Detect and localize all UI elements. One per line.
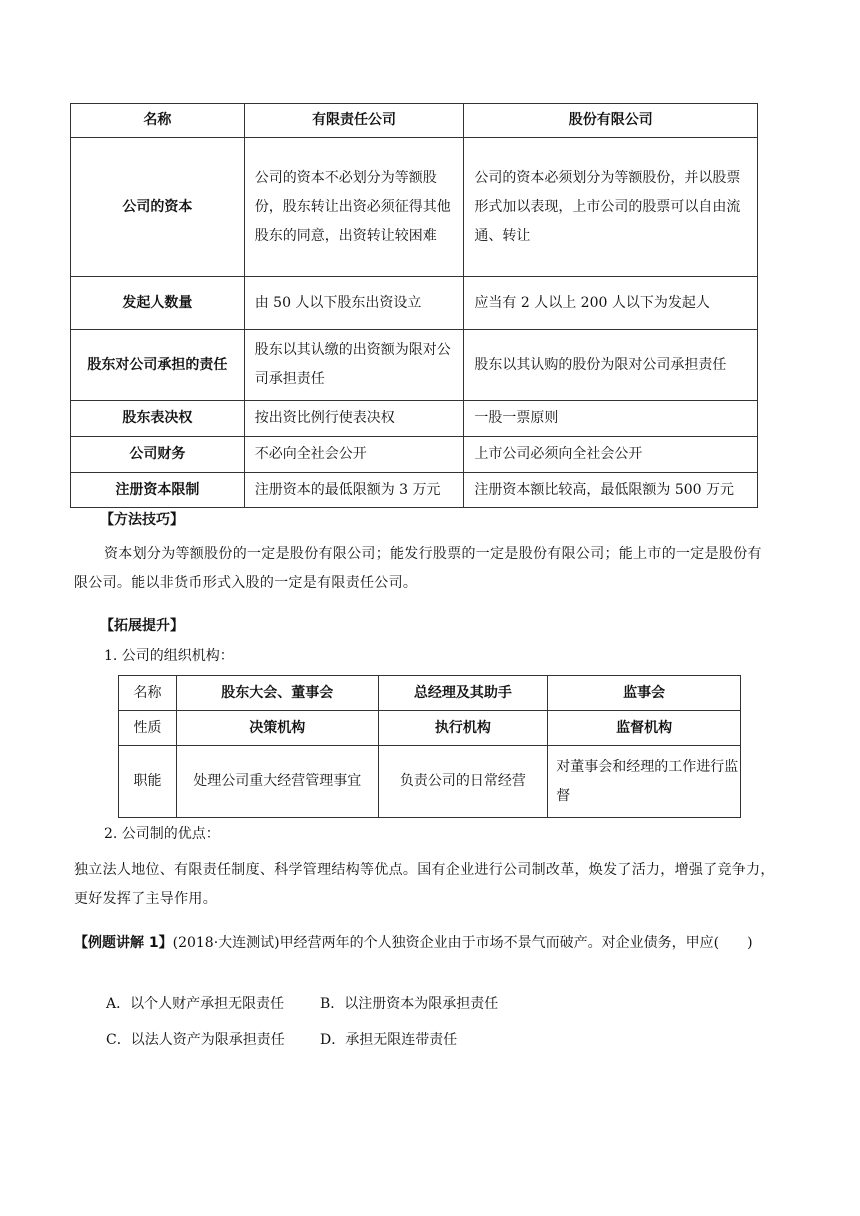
row-label: 股东表决权: [71, 401, 245, 437]
jsc-cell: 上市公司必须向全社会公开: [464, 437, 758, 473]
table-row: [71, 401, 758, 437]
header-jsc: 股份有限公司: [464, 104, 758, 138]
llc-cell: 公司的资本不必划分为等额股份，股东转让出资必须征得其他股东的同意，出资转让较困难: [244, 138, 464, 277]
jsc-cell: 股东以其认购的股份为限对公司承担责任: [464, 330, 758, 401]
table-row: [119, 746, 741, 818]
table-row: [71, 138, 758, 277]
jsc-cell: 公司的资本必须划分为等额股份，并以股票形式加以表现，上市公司的股票可以自由流通、转让: [464, 138, 758, 277]
jsc-cell: 注册资本额比较高，最低限额为 500 万元: [464, 473, 758, 508]
llc-cell: 由 50 人以下股东出资设立: [244, 277, 464, 330]
org-cell: 监督机构: [548, 711, 741, 746]
organization-table: [118, 675, 741, 818]
llc-cell: 按出资比例行使表决权: [244, 401, 464, 437]
table-row: [71, 437, 758, 473]
org-cell: 处理公司重大经营管理事宜: [176, 746, 378, 818]
org-structure-label: 1. 公司的组织机构：: [104, 648, 234, 664]
option-b: B．以注册资本为限承担责任: [320, 996, 499, 1012]
table-row: [71, 277, 758, 330]
methods-heading: 【方法技巧】: [100, 512, 184, 528]
example-question: [74, 929, 780, 958]
row-label: 注册资本限制: [71, 473, 245, 508]
llc-cell: 注册资本的最低限额为 3 万元: [244, 473, 464, 508]
extension-heading: 【拓展提升】: [100, 618, 184, 634]
jsc-cell: 一股一票原则: [464, 401, 758, 437]
header-name: 名称: [71, 104, 245, 138]
org-cell: 对董事会和经理的工作进行监督: [548, 746, 741, 818]
advantages-label: 2. 公司制的优点：: [104, 826, 220, 842]
table-row: [119, 676, 741, 711]
org-cell: 名称: [119, 676, 177, 711]
org-cell: 性质: [119, 711, 177, 746]
llc-cell: 股东以其认缴的出资额为限对公司承担责任: [244, 330, 464, 401]
advantages-paragraph: 独立法人地位、有限责任制度、科学管理结构等优点。国有企业进行公司制改革，焕发了活力，增强了竞争力，更好发挥了主导作用。: [74, 862, 775, 907]
row-label: 股东对公司承担的责任: [71, 330, 245, 401]
org-cell: 股东大会、董事会: [176, 676, 378, 711]
table-row: [71, 330, 758, 401]
company-comparison-table: [70, 103, 758, 508]
org-cell: 监事会: [548, 676, 741, 711]
option-d: D．承担无限连带责任: [320, 1032, 458, 1048]
example-heading: 【例题讲解 1】: [74, 935, 173, 951]
methods-paragraph: 资本划分为等额股份的一定是股份有限公司；能发行股票的一定是股份有限公司；能上市的一定是股份有限公司。能以非货币形式入股的一定是有限责任公司。: [74, 546, 762, 591]
llc-cell: 不必向全社会公开: [244, 437, 464, 473]
row-label: 公司的资本: [71, 138, 245, 277]
example-text: (2018·大连测试)甲经营两年的个人独资企业由于市场不景气而破产。对企业债务，甲应( ): [172, 935, 753, 951]
option-c: C．以法人资产为限承担责任: [106, 1032, 285, 1048]
header-llc: 有限责任公司: [244, 104, 464, 138]
org-cell: 决策机构: [176, 711, 378, 746]
row-label: 公司财务: [71, 437, 245, 473]
table-header-row: [71, 104, 758, 138]
table-row: [119, 711, 741, 746]
jsc-cell: 应当有 2 人以上 200 人以下为发起人: [464, 277, 758, 330]
org-cell: 总经理及其助手: [378, 676, 548, 711]
org-cell: 执行机构: [378, 711, 548, 746]
table-row: [71, 473, 758, 508]
option-a: A．以个人财产承担无限责任: [106, 996, 285, 1012]
org-cell: 负责公司的日常经营: [378, 746, 548, 818]
row-label: 发起人数量: [71, 277, 245, 330]
org-cell: 职能: [119, 746, 177, 818]
